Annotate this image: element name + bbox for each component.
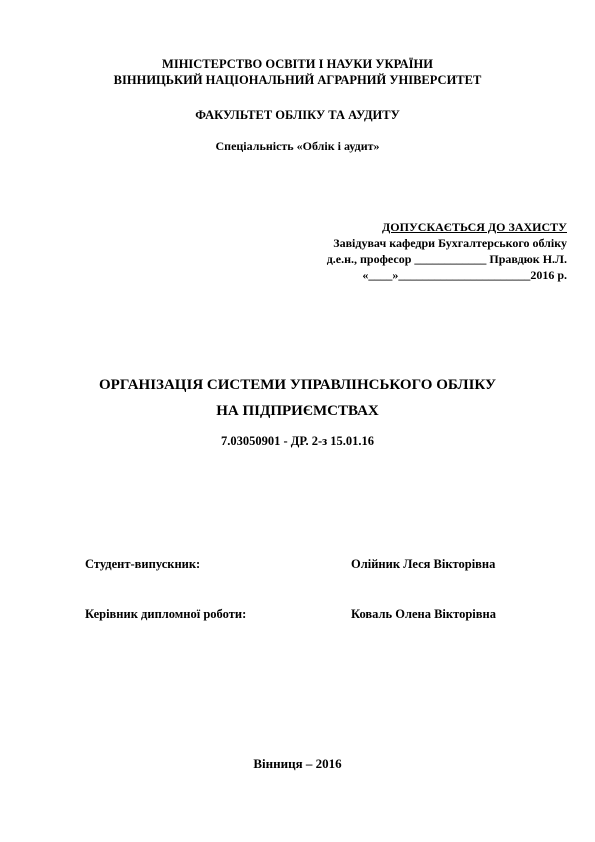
university-heading: ВІННИЦЬКИЙ НАЦІОНАЛЬНИЙ АГРАРНИЙ УНІВЕРСИТЕТ xyxy=(113,73,482,87)
approval-title: ДОПУСКАЄТЬСЯ ДО ЗАХИСТУ xyxy=(382,220,567,234)
thesis-code: 7.03050901 - ДР. 2-з 15.01.16 xyxy=(220,434,375,448)
ministry-heading: МІНІСТЕРСТВО ОСВІТИ І НАУКИ УКРАЇНИ xyxy=(162,57,433,71)
approval-date-line: «____»______________________2016 р. xyxy=(362,268,567,282)
supervisor-name: Коваль Олена Вікторівна xyxy=(351,607,496,621)
student-name: Олійник Леся Вікторівна xyxy=(351,557,496,571)
student-label: Студент-випускник: xyxy=(85,557,201,571)
faculty-heading: ФАКУЛЬТЕТ ОБЛІКУ ТА АУДИТУ xyxy=(195,108,400,122)
approval-position: Завідувач кафедри Бухгалтерського обліку xyxy=(333,236,567,250)
thesis-title-line-2: НА ПІДПРИЄМСТВАХ xyxy=(216,403,379,419)
supervisor-label: Керівник дипломної роботи: xyxy=(85,607,247,621)
city-year: Вінниця – 2016 xyxy=(253,756,342,771)
approval-block xyxy=(327,219,567,283)
thesis-title-line-1: ОРГАНІЗАЦІЯ СИСТЕМИ УПРАВЛІНСЬКОГО ОБЛІКУ xyxy=(98,377,497,393)
specialty-line: Спеціальність «Облік і аудит» xyxy=(215,139,380,153)
approval-signature-line: д.е.н., професор ____________ Правдюк Н.Л. xyxy=(326,252,567,266)
